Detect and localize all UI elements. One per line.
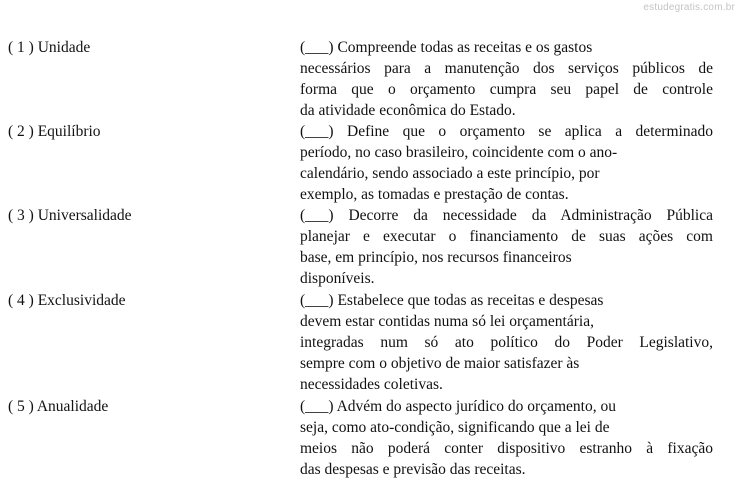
description-line: (___) Estabelece que todas as receitas e despesas xyxy=(300,292,604,309)
description-line: (___) Define que o orçamento se aplica a determinado xyxy=(300,123,713,140)
description-line: sempre com o objetivo de maior satisfazer às xyxy=(300,355,580,372)
principle-label: ( 1 ) Unidade xyxy=(8,39,91,56)
description-line: das despesas e previsão das receitas. xyxy=(300,461,526,478)
description-line: seja, como ato-condição, significando que a lei de xyxy=(300,419,610,436)
description-line: planejar e executar o financiamento de suas ações com xyxy=(300,228,713,245)
description-line: base, em princípio, nos recursos financeiros xyxy=(300,249,572,266)
description-line: necessários para a manutenção dos serviços públicos de xyxy=(300,60,713,77)
description-line: forma que o orçamento cumpra seu papel de controle xyxy=(300,81,713,98)
principle-label: ( 4 ) Exclusividade xyxy=(8,292,126,309)
principle-label: ( 5 ) Anualidade xyxy=(8,398,109,415)
description-line: exemplo, as tomadas e prestação de contas. xyxy=(300,186,569,203)
description-line: (___) Compreende todas as receitas e os gastos xyxy=(300,39,593,56)
description-line: integradas num só ato político do Poder Legislativo, xyxy=(300,334,713,351)
watermark: estudegratis.com.br xyxy=(643,2,735,13)
description-line: (___) Decorre da necessidade da Administração Pública xyxy=(300,207,713,224)
principle-label: ( 2 ) Equilíbrio xyxy=(8,123,101,140)
description-line: necessidades coletivas. xyxy=(300,376,443,393)
principle-description xyxy=(300,290,713,395)
description-line: meios não poderá conter dispositivo estranho à fixação xyxy=(300,440,713,457)
principle-description xyxy=(300,121,713,205)
principle-description xyxy=(300,396,713,480)
description-line: calendário, sendo associado a este princípio, por xyxy=(300,165,600,182)
description-line: período, no caso brasileiro, coincidente com o ano- xyxy=(300,144,618,161)
description-line: da atividade econômica do Estado. xyxy=(300,102,516,119)
description-line: disponíveis. xyxy=(300,270,375,287)
principle-description xyxy=(300,205,713,289)
description-line: devem estar contidas numa só lei orçamentária, xyxy=(300,313,594,330)
description-line: (___) Advém do aspecto jurídico do orçamento, ou xyxy=(300,398,616,415)
principle-label: ( 3 ) Universalidade xyxy=(8,207,132,224)
principle-description xyxy=(300,37,713,121)
